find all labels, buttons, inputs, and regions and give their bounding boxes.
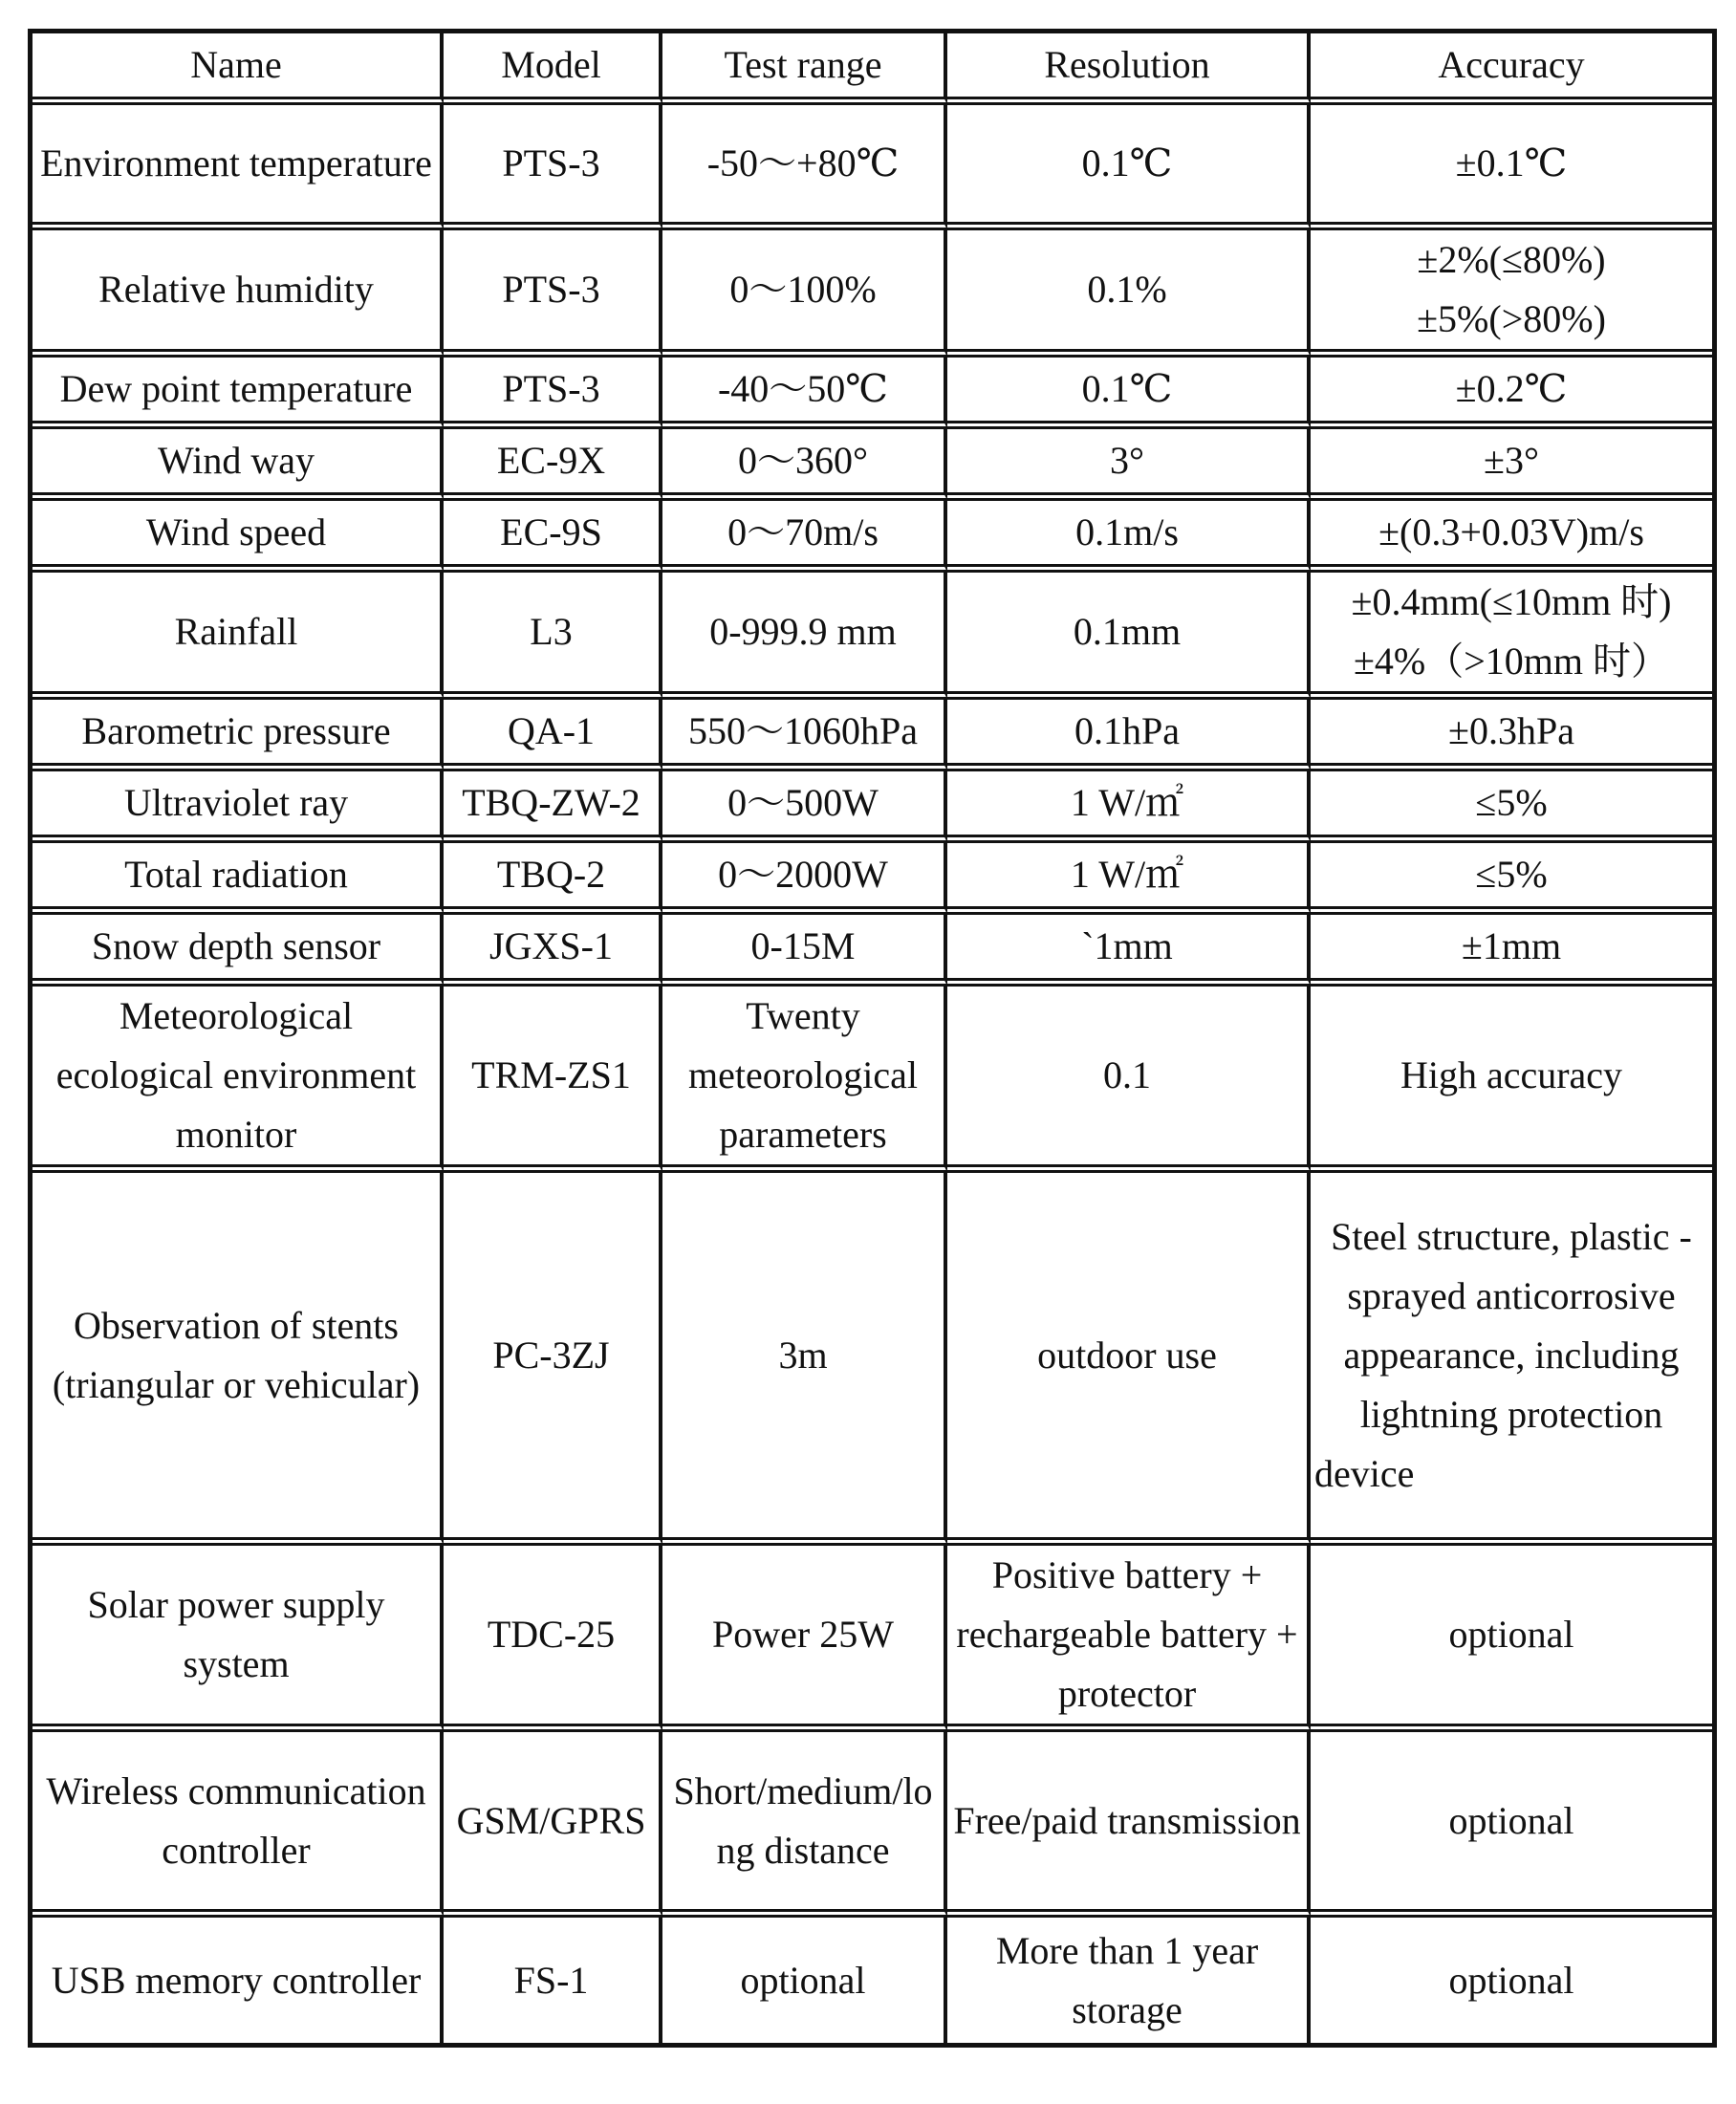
cell-accuracy: ±0.2℃ <box>1311 358 1712 429</box>
table-row <box>33 105 1712 230</box>
cell-test-range: 0～2000W <box>662 843 947 915</box>
cell-accuracy: ±1mm <box>1311 915 1712 987</box>
cell-test-range: 3m <box>662 1173 947 1546</box>
cell-resolution: `1mm <box>947 915 1311 987</box>
cell-name: Snow depth sensor <box>33 915 444 987</box>
cell-test-range: -40～50℃ <box>662 358 947 429</box>
cell-name: Wind way <box>33 429 444 501</box>
cell-model: EC-9X <box>444 429 662 501</box>
cell-name: Relative humidity <box>33 230 444 358</box>
cell-accuracy: optional <box>1311 1732 1712 1918</box>
cell-resolution: 0.1hPa <box>947 700 1311 771</box>
cell-resolution: 1 W/㎡ <box>947 843 1311 915</box>
cell-accuracy: optional <box>1311 1546 1712 1732</box>
table-row <box>33 501 1712 573</box>
table-row <box>33 843 1712 915</box>
cell-test-range: Twenty meteorological parameters <box>662 987 947 1173</box>
cell-test-range: 0～70m/s <box>662 501 947 573</box>
cell-resolution: 1 W/㎡ <box>947 771 1311 843</box>
cell-test-range: 0～500W <box>662 771 947 843</box>
header-name: Name <box>33 33 444 105</box>
cell-name: Observation of stents (triangular or vehicular) <box>33 1173 444 1546</box>
cell-model: PC-3ZJ <box>444 1173 662 1546</box>
cell-resolution: 0.1% <box>947 230 1311 358</box>
cell-accuracy: ±2%(≤80%) ±5%(>80%) <box>1311 230 1712 358</box>
cell-model: TRM-ZS1 <box>444 987 662 1173</box>
header-resolution: Resolution <box>947 33 1311 105</box>
cell-model: JGXS-1 <box>444 915 662 987</box>
cell-name: USB memory controller <box>33 1918 444 2043</box>
cell-name: Total radiation <box>33 843 444 915</box>
cell-test-range: 0～100% <box>662 230 947 358</box>
header-accuracy: Accuracy <box>1311 33 1712 105</box>
cell-resolution: outdoor use <box>947 1173 1311 1546</box>
cell-test-range: 0～360° <box>662 429 947 501</box>
cell-accuracy: ≤5% <box>1311 843 1712 915</box>
cell-model: TDC-25 <box>444 1546 662 1732</box>
cell-name: Ultraviolet ray <box>33 771 444 843</box>
cell-name: Wireless communication controller <box>33 1732 444 1918</box>
cell-test-range: 0-15M <box>662 915 947 987</box>
cell-resolution: 0.1 <box>947 987 1311 1173</box>
cell-model: FS-1 <box>444 1918 662 2043</box>
cell-model: TBQ-ZW-2 <box>444 771 662 843</box>
cell-name: Meteorological ecological environment monitor <box>33 987 444 1173</box>
cell-test-range: -50～+80℃ <box>662 105 947 230</box>
cell-accuracy: High accuracy <box>1311 987 1712 1173</box>
table-row <box>33 358 1712 429</box>
cell-model: GSM/GPRS <box>444 1732 662 1918</box>
table-row <box>33 700 1712 771</box>
table-row <box>33 1918 1712 2043</box>
cell-resolution: 0.1m/s <box>947 501 1311 573</box>
cell-accuracy: ±0.3hPa <box>1311 700 1712 771</box>
cell-name: Wind speed <box>33 501 444 573</box>
table-row <box>33 429 1712 501</box>
cell-resolution: 0.1℃ <box>947 358 1311 429</box>
cell-model: L3 <box>444 573 662 700</box>
cell-name: Dew point temperature <box>33 358 444 429</box>
table-row <box>33 1732 1712 1918</box>
cell-resolution: Positive battery + rechargeable battery + protector <box>947 1546 1311 1732</box>
cell-resolution: 3° <box>947 429 1311 501</box>
cell-accuracy: optional <box>1448 1958 1574 2002</box>
cell-model: QA-1 <box>444 700 662 771</box>
cell-accuracy: ±(0.3+0.03V)m/s <box>1311 501 1712 573</box>
header-model: Model <box>444 33 662 105</box>
table-row <box>33 573 1712 700</box>
cell-test-range: optional <box>662 1918 947 2043</box>
cell-accuracy: ±0.4mm(≤10mm 时) ±4%（>10mm 时） <box>1311 573 1712 700</box>
cell-name: Environment temperature <box>33 105 444 230</box>
table-row <box>33 1173 1712 1546</box>
cell-resolution: 0.1mm <box>947 573 1311 700</box>
cell-accuracy: ≤5% <box>1311 771 1712 843</box>
cell-accuracy: ±3° <box>1311 429 1712 501</box>
cell-name: Solar power supply system <box>33 1546 444 1732</box>
cell-test-range: 550～1060hPa <box>662 700 947 771</box>
cell-model: PTS-3 <box>444 105 662 230</box>
table-row <box>33 987 1712 1173</box>
cell-model: TBQ-2 <box>444 843 662 915</box>
cell-test-range: Short/medium/long distance <box>662 1732 947 1918</box>
cell-resolution: 0.1℃ <box>947 105 1311 230</box>
cell-name: Rainfall <box>33 573 444 700</box>
cell-accuracy: ±0.1℃ <box>1311 105 1712 230</box>
cell-name: Barometric pressure <box>33 700 444 771</box>
cell-resolution: More than 1 year storage <box>947 1918 1311 2043</box>
header-test-range: Test range <box>662 33 947 105</box>
table-row <box>33 230 1712 358</box>
cell-model: EC-9S <box>444 501 662 573</box>
cell-resolution: Free/paid transmission <box>947 1732 1311 1918</box>
table-row <box>33 1546 1712 1732</box>
table-header-row <box>33 33 1712 105</box>
cell-test-range: 0-999.9 mm <box>662 573 947 700</box>
cell-model: PTS-3 <box>444 230 662 358</box>
table-row <box>33 915 1712 987</box>
spec-table <box>28 29 1717 2048</box>
cell-model: PTS-3 <box>444 358 662 429</box>
cell-test-range: Power 25W <box>662 1546 947 1732</box>
cell-accuracy: Steel structure, plastic - sprayed anticorrosive appearance, including lightning protection device <box>1311 1173 1712 1546</box>
table-row <box>33 771 1712 843</box>
